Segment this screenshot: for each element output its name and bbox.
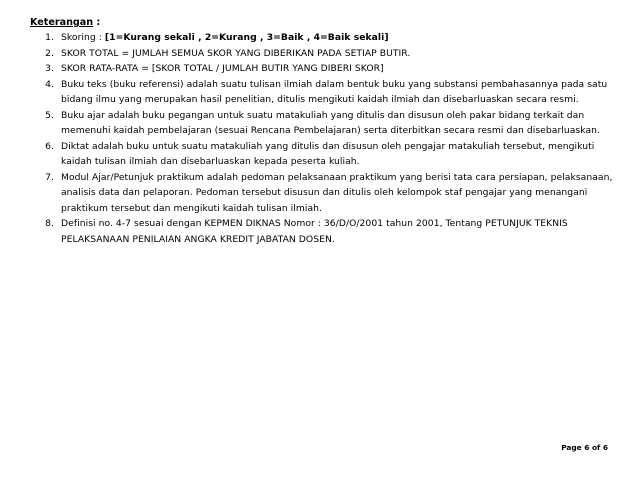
note-number: 3.: [45, 63, 54, 74]
note-number: 2.: [45, 47, 54, 59]
note-item-4: [30, 77, 620, 108]
note-text: SKOR RATA-RATA = [SKOR TOTAL / JUMLAH BUTIR YANG DIBERI SKOR]: [61, 63, 384, 74]
note-item-7: [30, 170, 620, 217]
note-number: 5.: [45, 109, 54, 121]
note-number: 4.: [45, 78, 54, 90]
note-item-1: [30, 30, 620, 46]
note-text: Buku teks (buku referensi) adalah suatu tulisan ilmiah dalam bentuk buku yang substansi pembahasannya pada satu bidang ilmu yang merupakan hasil penelitian, ditulis mengikuti kaidah ilmiah dan disebarluaskan secara resmi.: [61, 78, 608, 105]
notes-heading-colon: :: [93, 17, 101, 28]
note-scoring-scale: [1=Kurang sekali , 2=Kurang , 3=Baik , 4=Baik sekali]: [104, 32, 389, 43]
note-item-8: [30, 216, 620, 247]
note-prefix: Skoring :: [61, 32, 105, 43]
note-item-3: [30, 61, 620, 77]
note-text: SKOR TOTAL = JUMLAH SEMUA SKOR YANG DIBERIKAN PADA SETIAP BUTIR.: [61, 47, 411, 59]
note-text: Definisi no. 4-7 sesuai dengan KEPMEN DIKNAS Nomor : 36/D/O/2001 tahun 2001, Tentang PETUNJUK TEKNIS PELAKSANAAN PENILAIAN ANGKA KREDIT JABATAN DOSEN.: [61, 218, 568, 245]
page-number: Page 6 of 6: [561, 443, 608, 452]
note-text: Modul Ajar/Petunjuk praktikum adalah pedoman pelaksanaan praktikum yang berisi tata cara persiapan, pelaksanaan, analisis data dan pelaporan. Pedoman tersebut disusun dan ditulis oleh kelompok staf pengajar yang menangani praktikum tersebut dan mengikuti kaidah tulisan ilmiah.: [61, 171, 613, 214]
note-number: 8.: [45, 218, 54, 229]
note-text: Buku ajar adalah buku pegangan untuk suatu matakuliah yang ditulis dan disusun oleh pakar bidang terkait dan memenuhi kaidah pembelajaran (sesuai Rencana Pembelajaran) serta diterbitkan secara resmi dan disebarluaskan.: [61, 109, 600, 136]
note-number: 7.: [45, 171, 54, 183]
note-item-6: [30, 139, 620, 170]
note-number: 6.: [45, 140, 54, 152]
note-item-5: [30, 108, 620, 139]
note-item-2: [30, 46, 620, 62]
notes-heading: [30, 16, 100, 29]
note-text: Diktat adalah buku untuk suatu matakuliah yang ditulis dan disusun oleh pengajar matakuliah tersebut, mengikuti kaidah tulisan ilmiah dan disebarluaskan kepada peserta kuliah.: [61, 140, 595, 167]
notes-heading-label: Keterangan: [30, 17, 94, 28]
note-number: 1.: [45, 32, 54, 43]
notes-list: [30, 30, 620, 247]
